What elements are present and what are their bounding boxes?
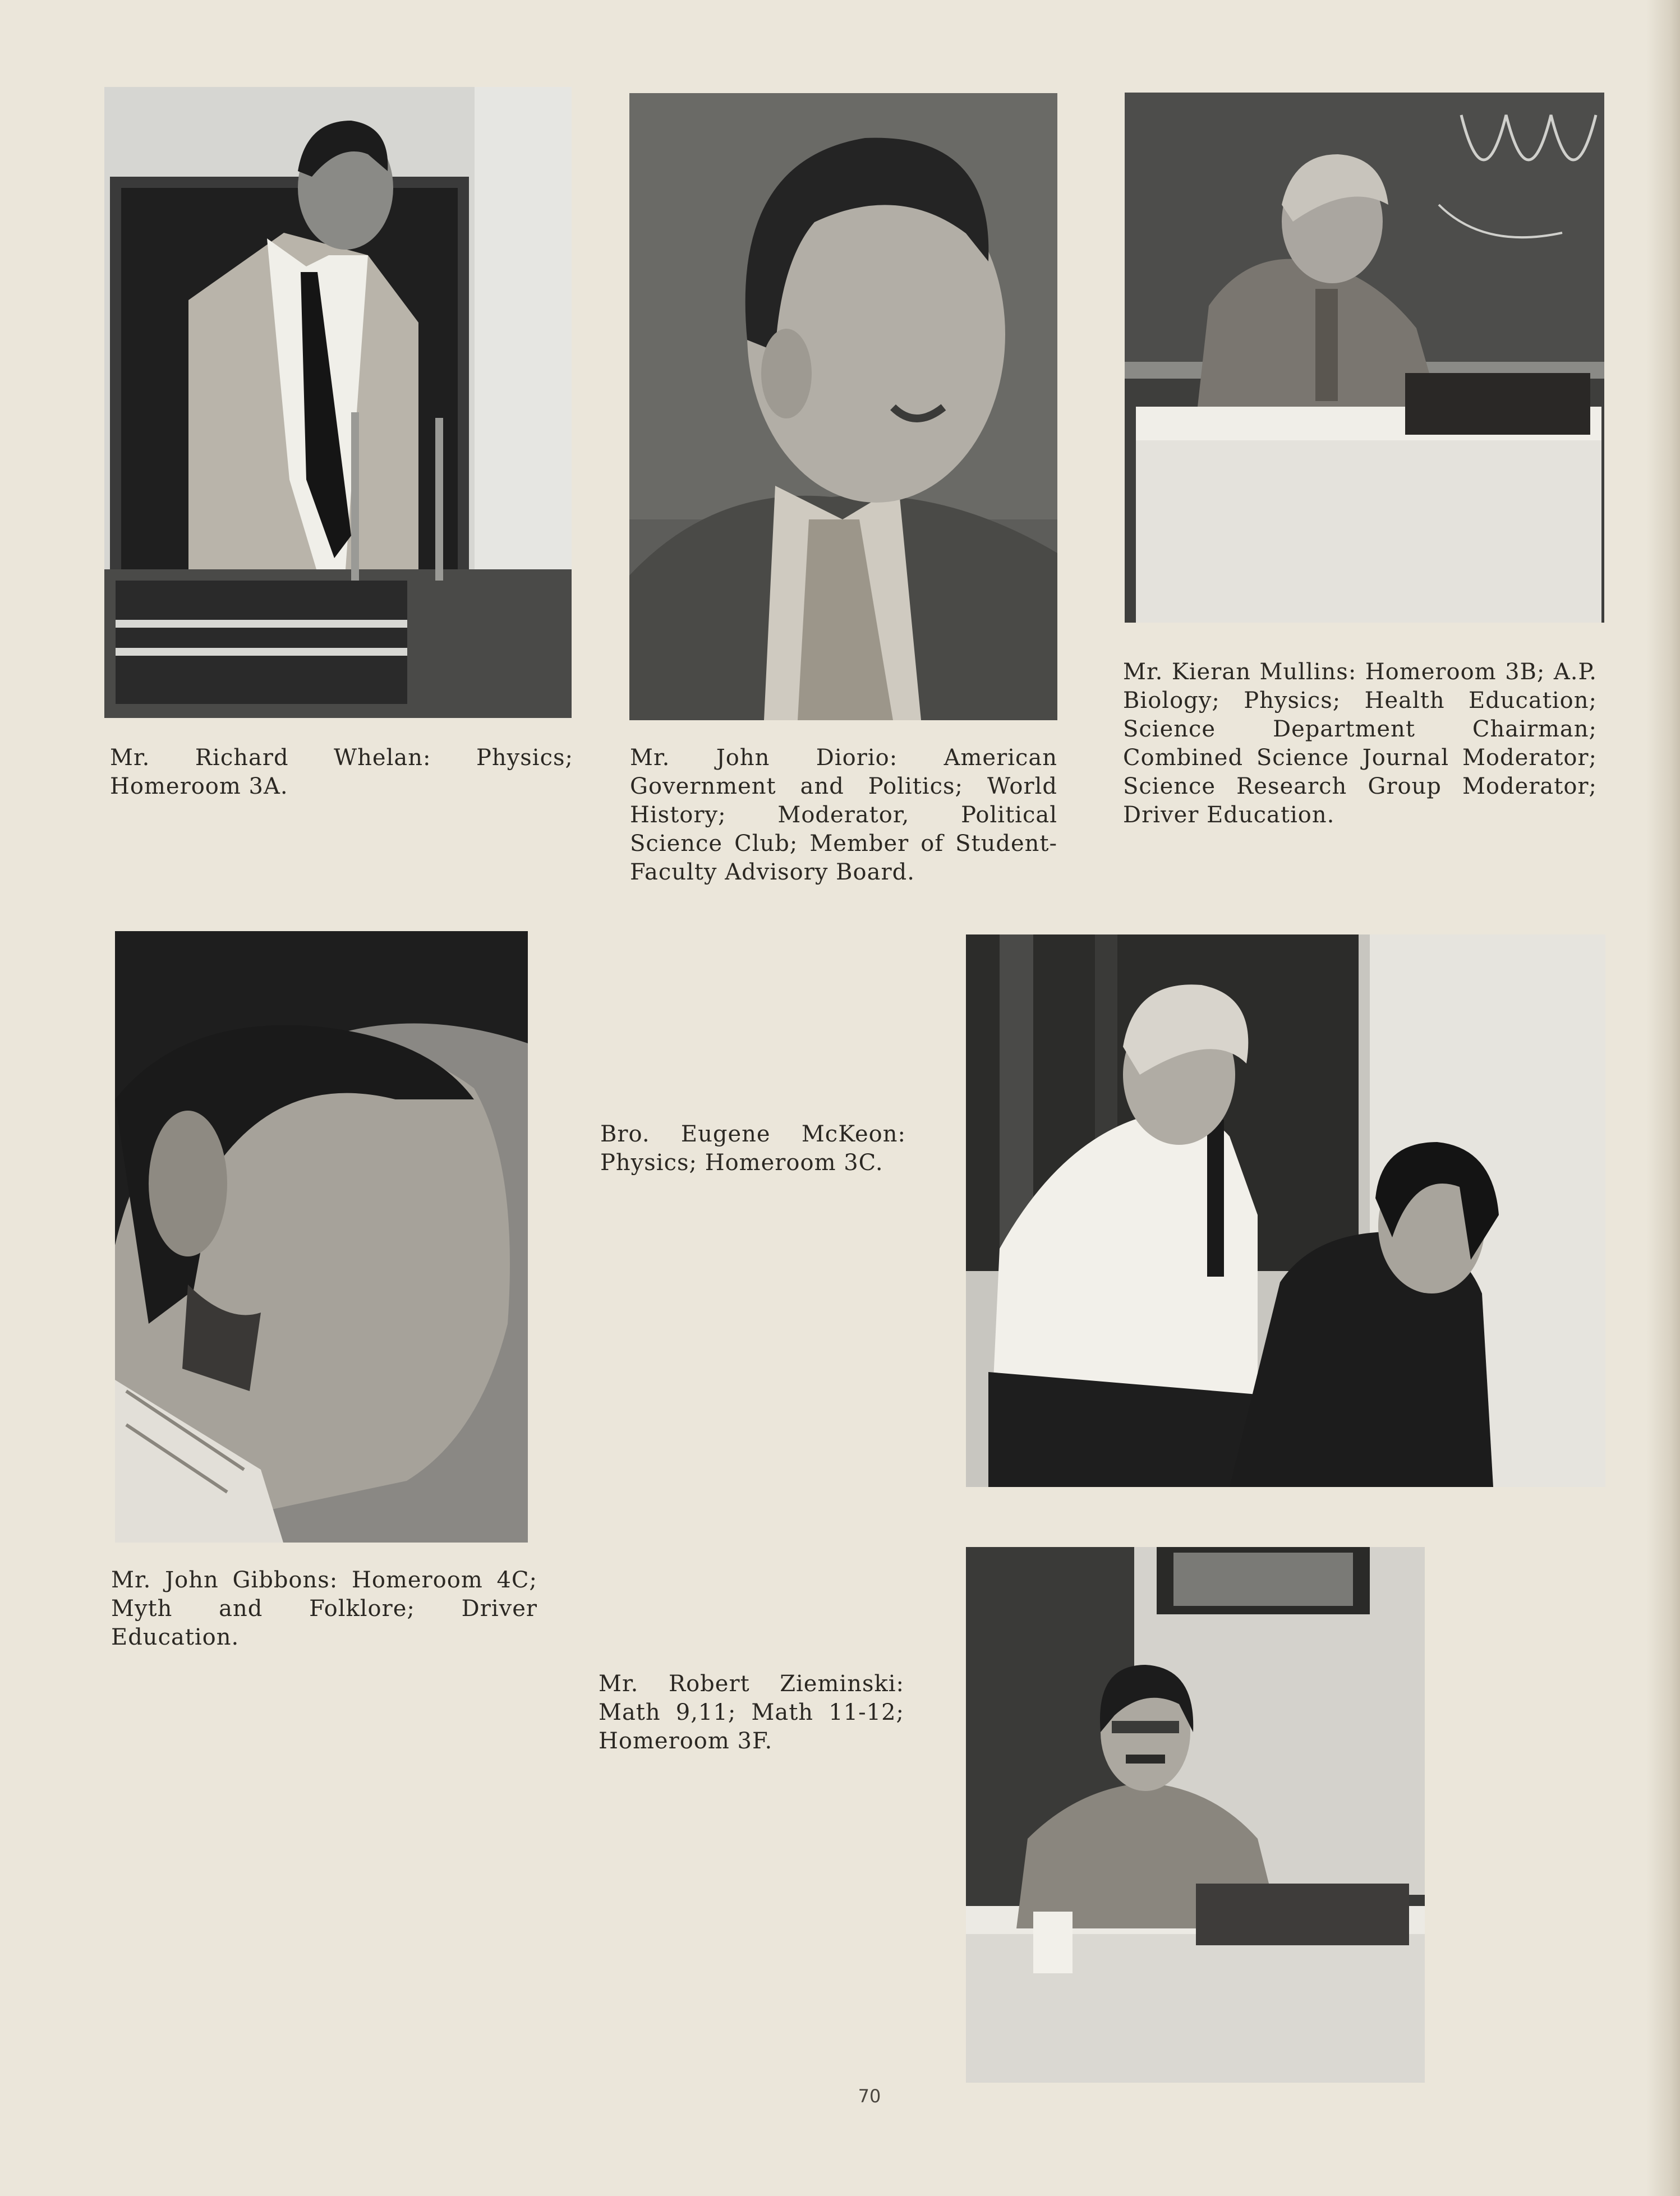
page-edge-shadow (1646, 0, 1680, 2196)
photo-richard-whelan (104, 87, 572, 718)
photo-john-diorio (629, 93, 1057, 720)
photo-robert-zieminski-image (966, 1547, 1425, 2083)
photo-john-diorio-image (629, 93, 1057, 720)
photo-robert-zieminski (966, 1547, 1425, 2083)
photo-john-gibbons-image (115, 931, 528, 1543)
page-number: 70 (858, 2085, 881, 2107)
photo-eugene-mckeon (966, 934, 1605, 1487)
caption-john-diorio: Mr. John Diorio: American Government and Politics; World History; Moderator, Political Science Club; Member of Student-Faculty Advisory Board. (630, 745, 1057, 885)
caption-john-gibbons: Mr. John Gibbons: Homeroom 4C; Myth and Folklore; Driver Education. (111, 1567, 537, 1650)
caption-kieran-mullins: Mr. Kieran Mullins: Homeroom 3B; A.P. Biology; Physics; Health Education; Science Department Chairman; Combined Science Journal Moderator; Science Research Group Moderator; Driver Education. (1123, 659, 1597, 828)
caption-robert-zieminski: Mr. Robert Zieminski: Math 9,11; Math 11-12; Homeroom 3F. (599, 1671, 904, 1754)
photo-kieran-mullins (1125, 93, 1604, 623)
caption-richard-whelan: Mr. Richard Whelan: Physics; Homeroom 3A. (110, 745, 573, 799)
photo-kieran-mullins-image (1125, 93, 1604, 623)
photo-john-gibbons (115, 931, 528, 1543)
photo-eugene-mckeon-image (966, 934, 1605, 1487)
caption-eugene-mckeon: Bro. Eugene McKeon: Physics; Homeroom 3C. (600, 1121, 906, 1176)
photo-richard-whelan-image (104, 87, 572, 718)
